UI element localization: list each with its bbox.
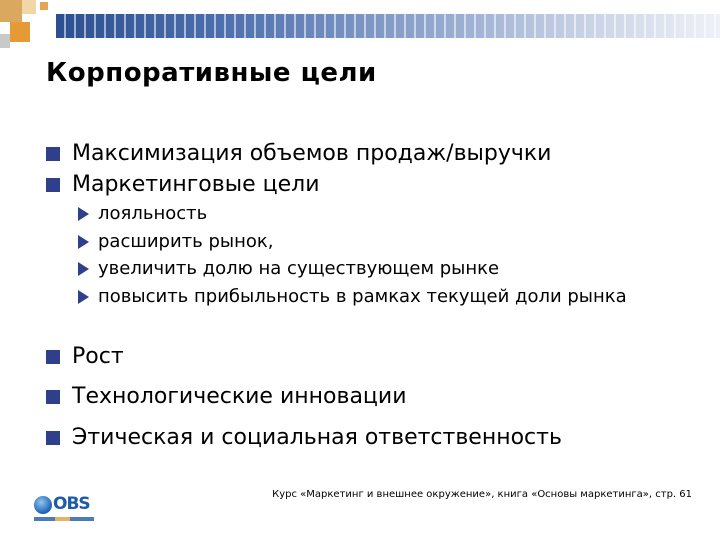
decor-square	[0, 34, 10, 48]
bullet-text: Этическая и социальная ответственность	[72, 425, 562, 450]
arrow-bullet-icon	[78, 262, 89, 276]
header-band	[56, 14, 720, 38]
bullet-item	[46, 141, 551, 167]
square-bullet-icon	[46, 431, 60, 445]
bullet-item	[46, 172, 320, 198]
decor-square	[40, 2, 48, 10]
bullet-item	[46, 425, 562, 451]
sub-bullet-item	[78, 286, 658, 308]
square-bullet-icon	[46, 178, 60, 192]
obs-logo	[34, 494, 94, 524]
footer-citation: Курс «Маркетинг и внешнее окружение», книга «Основы маркетинга», стр. 61	[272, 489, 692, 500]
sub-bullet-text: увеличить долю на существующем рынке	[98, 258, 500, 279]
sub-bullet-text: лояльность	[98, 203, 208, 224]
logo-text: OBS	[53, 494, 90, 514]
sub-bullet-item	[78, 231, 658, 253]
square-bullet-icon	[46, 390, 60, 404]
logo-underline	[34, 517, 94, 521]
globe-icon	[34, 496, 52, 514]
bullet-text: Технологические инновации	[72, 384, 407, 409]
bullet-text: Рост	[72, 344, 124, 369]
sub-bullet-item	[78, 258, 658, 280]
slide-title: Корпоративные цели	[46, 58, 377, 88]
square-bullet-icon	[46, 350, 60, 364]
bullet-item	[46, 384, 407, 410]
decor-square	[0, 0, 22, 22]
square-bullet-icon	[46, 147, 60, 161]
decor-square	[10, 22, 30, 42]
arrow-bullet-icon	[78, 207, 89, 221]
sub-bullet-text: повысить прибыльность в рамках текущей доли рынка	[98, 286, 627, 307]
sub-bullet-item	[78, 203, 658, 225]
decor-square	[22, 0, 36, 14]
arrow-bullet-icon	[78, 235, 89, 249]
sub-bullet-text: расширить рынок,	[98, 231, 274, 252]
bullet-text: Максимизация объемов продаж/выручки	[72, 141, 552, 166]
arrow-bullet-icon	[78, 290, 89, 304]
bullet-item	[46, 344, 124, 370]
bullet-text: Маркетинговые цели	[72, 172, 320, 197]
